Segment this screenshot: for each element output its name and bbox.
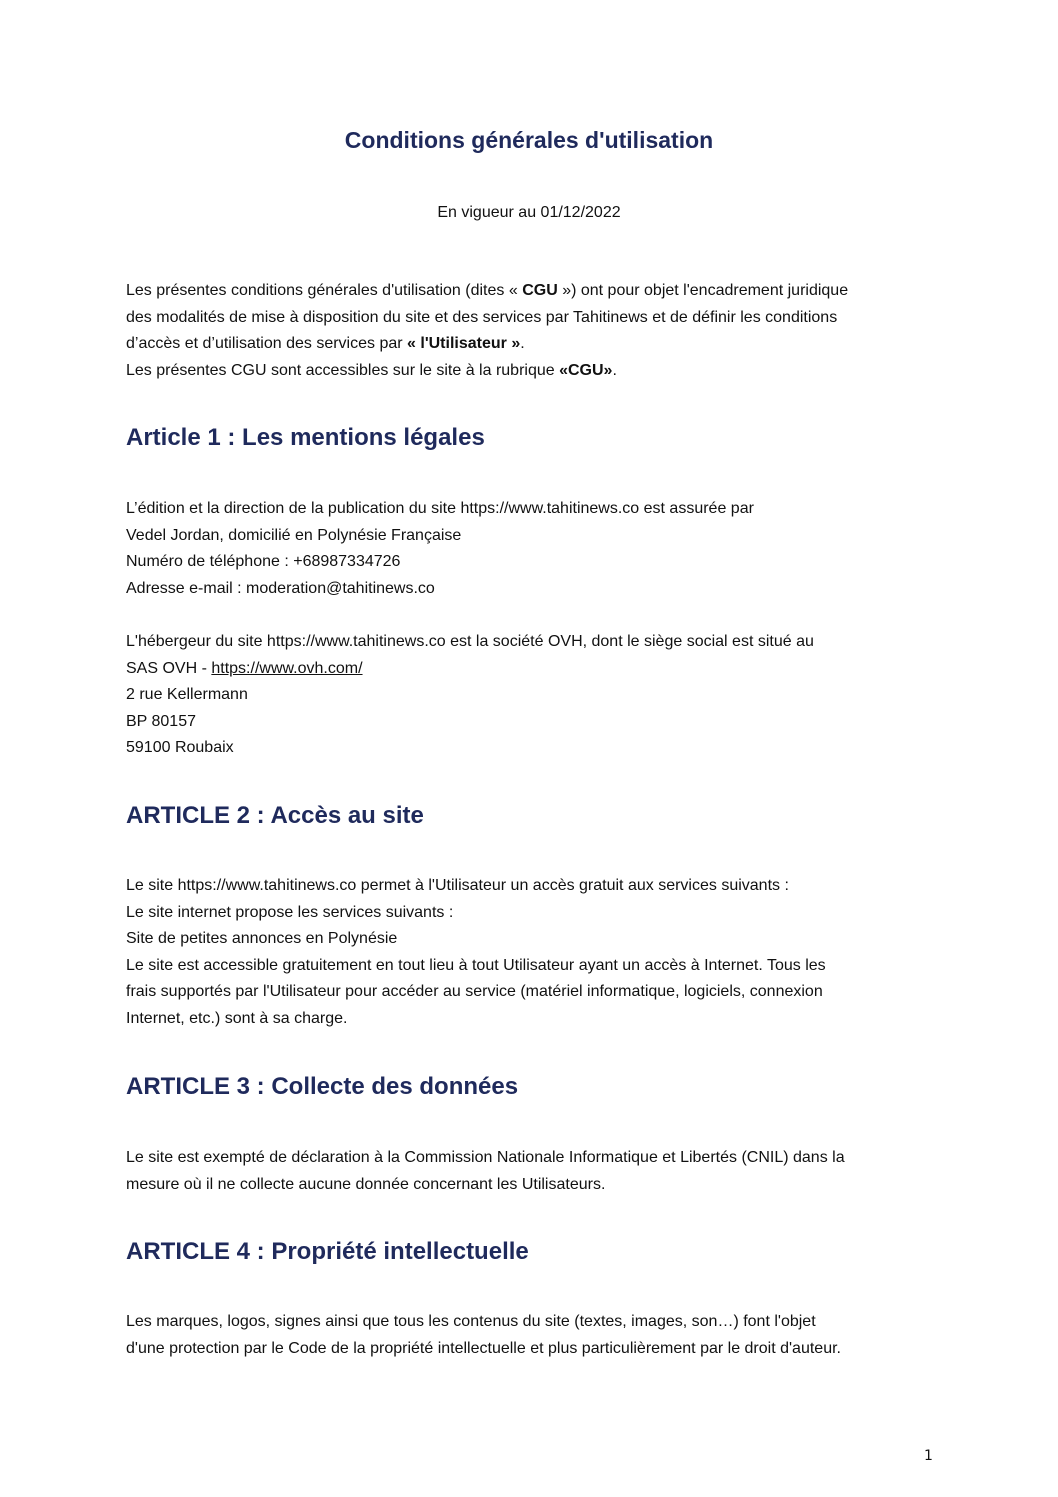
- host-address-line: 59100 Roubaix: [126, 739, 234, 756]
- article-4-line: Les marques, logos, signes ainsi que tous les contenus du site (textes, images, son…) font l'objet: [126, 1313, 816, 1330]
- article-1-line: Vedel Jordan, domicilié en Polynésie Française: [126, 526, 462, 544]
- article-1-line: Numéro de téléphone : +68987334726: [126, 553, 401, 570]
- article-1-line: L’édition et la direction de la publication du site https://www.tahitinews.co est assurée par: [126, 500, 754, 517]
- ovh-link[interactable]: https://www.ovh.com/: [211, 659, 363, 677]
- intro-line-1: Les présentes conditions générales d'utilisation (dites « CGU ») ont pour objet l'encadrement juridique: [126, 282, 849, 299]
- host-address-line: BP 80157: [126, 712, 196, 730]
- cgu-term: CGU: [522, 282, 558, 299]
- cgu-rubric-term: «CGU»: [559, 361, 613, 379]
- article-1-publisher: [126, 496, 946, 602]
- article-2-heading: ARTICLE 2 : Accès au site: [126, 802, 424, 829]
- intro-paragraph: [126, 278, 946, 384]
- article-3-line: Le site est exempté de déclaration à la Commission Nationale Informatique et Libertés (CNIL) dans la: [126, 1149, 845, 1166]
- host-address-line: 2 rue Kellermann: [126, 686, 248, 703]
- intro-line-3: d’accès et d’utilisation des services par « l'Utilisateur ».: [126, 335, 525, 352]
- page-number: 1: [924, 1448, 933, 1464]
- host-line: L'hébergeur du site https://www.tahitinews.co est la société OVH, dont le siège social est situé au: [126, 633, 814, 650]
- article-1-line: Adresse e-mail : moderation@tahitinews.co: [126, 579, 435, 597]
- article-2-line: Le site https://www.tahitinews.co permet à l'Utilisateur un accès gratuit aux services suivants :: [126, 877, 789, 894]
- article-2-line: frais supportés par l'Utilisateur pour accéder au service (matériel informatique, logiciels, connexion: [126, 983, 823, 1000]
- intro-line-2: des modalités de mise à disposition du site et des services par Tahitinews et de définir les conditions: [126, 308, 838, 326]
- article-4-line: d'une protection par le Code de la propriété intellectuelle et plus particulièrement par le droit d'auteur.: [126, 1339, 841, 1357]
- article-2-line: Site de petites annonces en Polynésie: [126, 930, 398, 947]
- utilisateur-term: « l'Utilisateur »: [407, 335, 521, 352]
- host-name-line: SAS OVH - https://www.ovh.com/: [126, 659, 363, 677]
- document-title: Conditions générales d'utilisation: [344, 127, 714, 153]
- effective-date: En vigueur au 01/12/2022: [437, 204, 621, 221]
- article-3-heading: ARTICLE 3 : Collecte des données: [126, 1073, 519, 1100]
- intro-line-4: Les présentes CGU sont accessibles sur le site à la rubrique «CGU».: [126, 361, 617, 379]
- article-2-line: Le site internet propose les services suivants :: [126, 903, 454, 921]
- article-4-body: [126, 1309, 946, 1362]
- article-1-host: [126, 629, 946, 762]
- article-1-heading: Article 1 : Les mentions légales: [126, 424, 485, 451]
- article-2-body: [126, 873, 946, 1032]
- article-2-line: Internet, etc.) sont à sa charge.: [126, 1009, 348, 1027]
- article-3-line: mesure où il ne collecte aucune donnée concernant les Utilisateurs.: [126, 1175, 606, 1193]
- article-4-heading: ARTICLE 4 : Propriété intellectuelle: [126, 1238, 529, 1265]
- article-2-line: Le site est accessible gratuitement en tout lieu à tout Utilisateur ayant un accès à Internet. Tous les: [126, 956, 826, 974]
- article-3-body: [126, 1145, 946, 1198]
